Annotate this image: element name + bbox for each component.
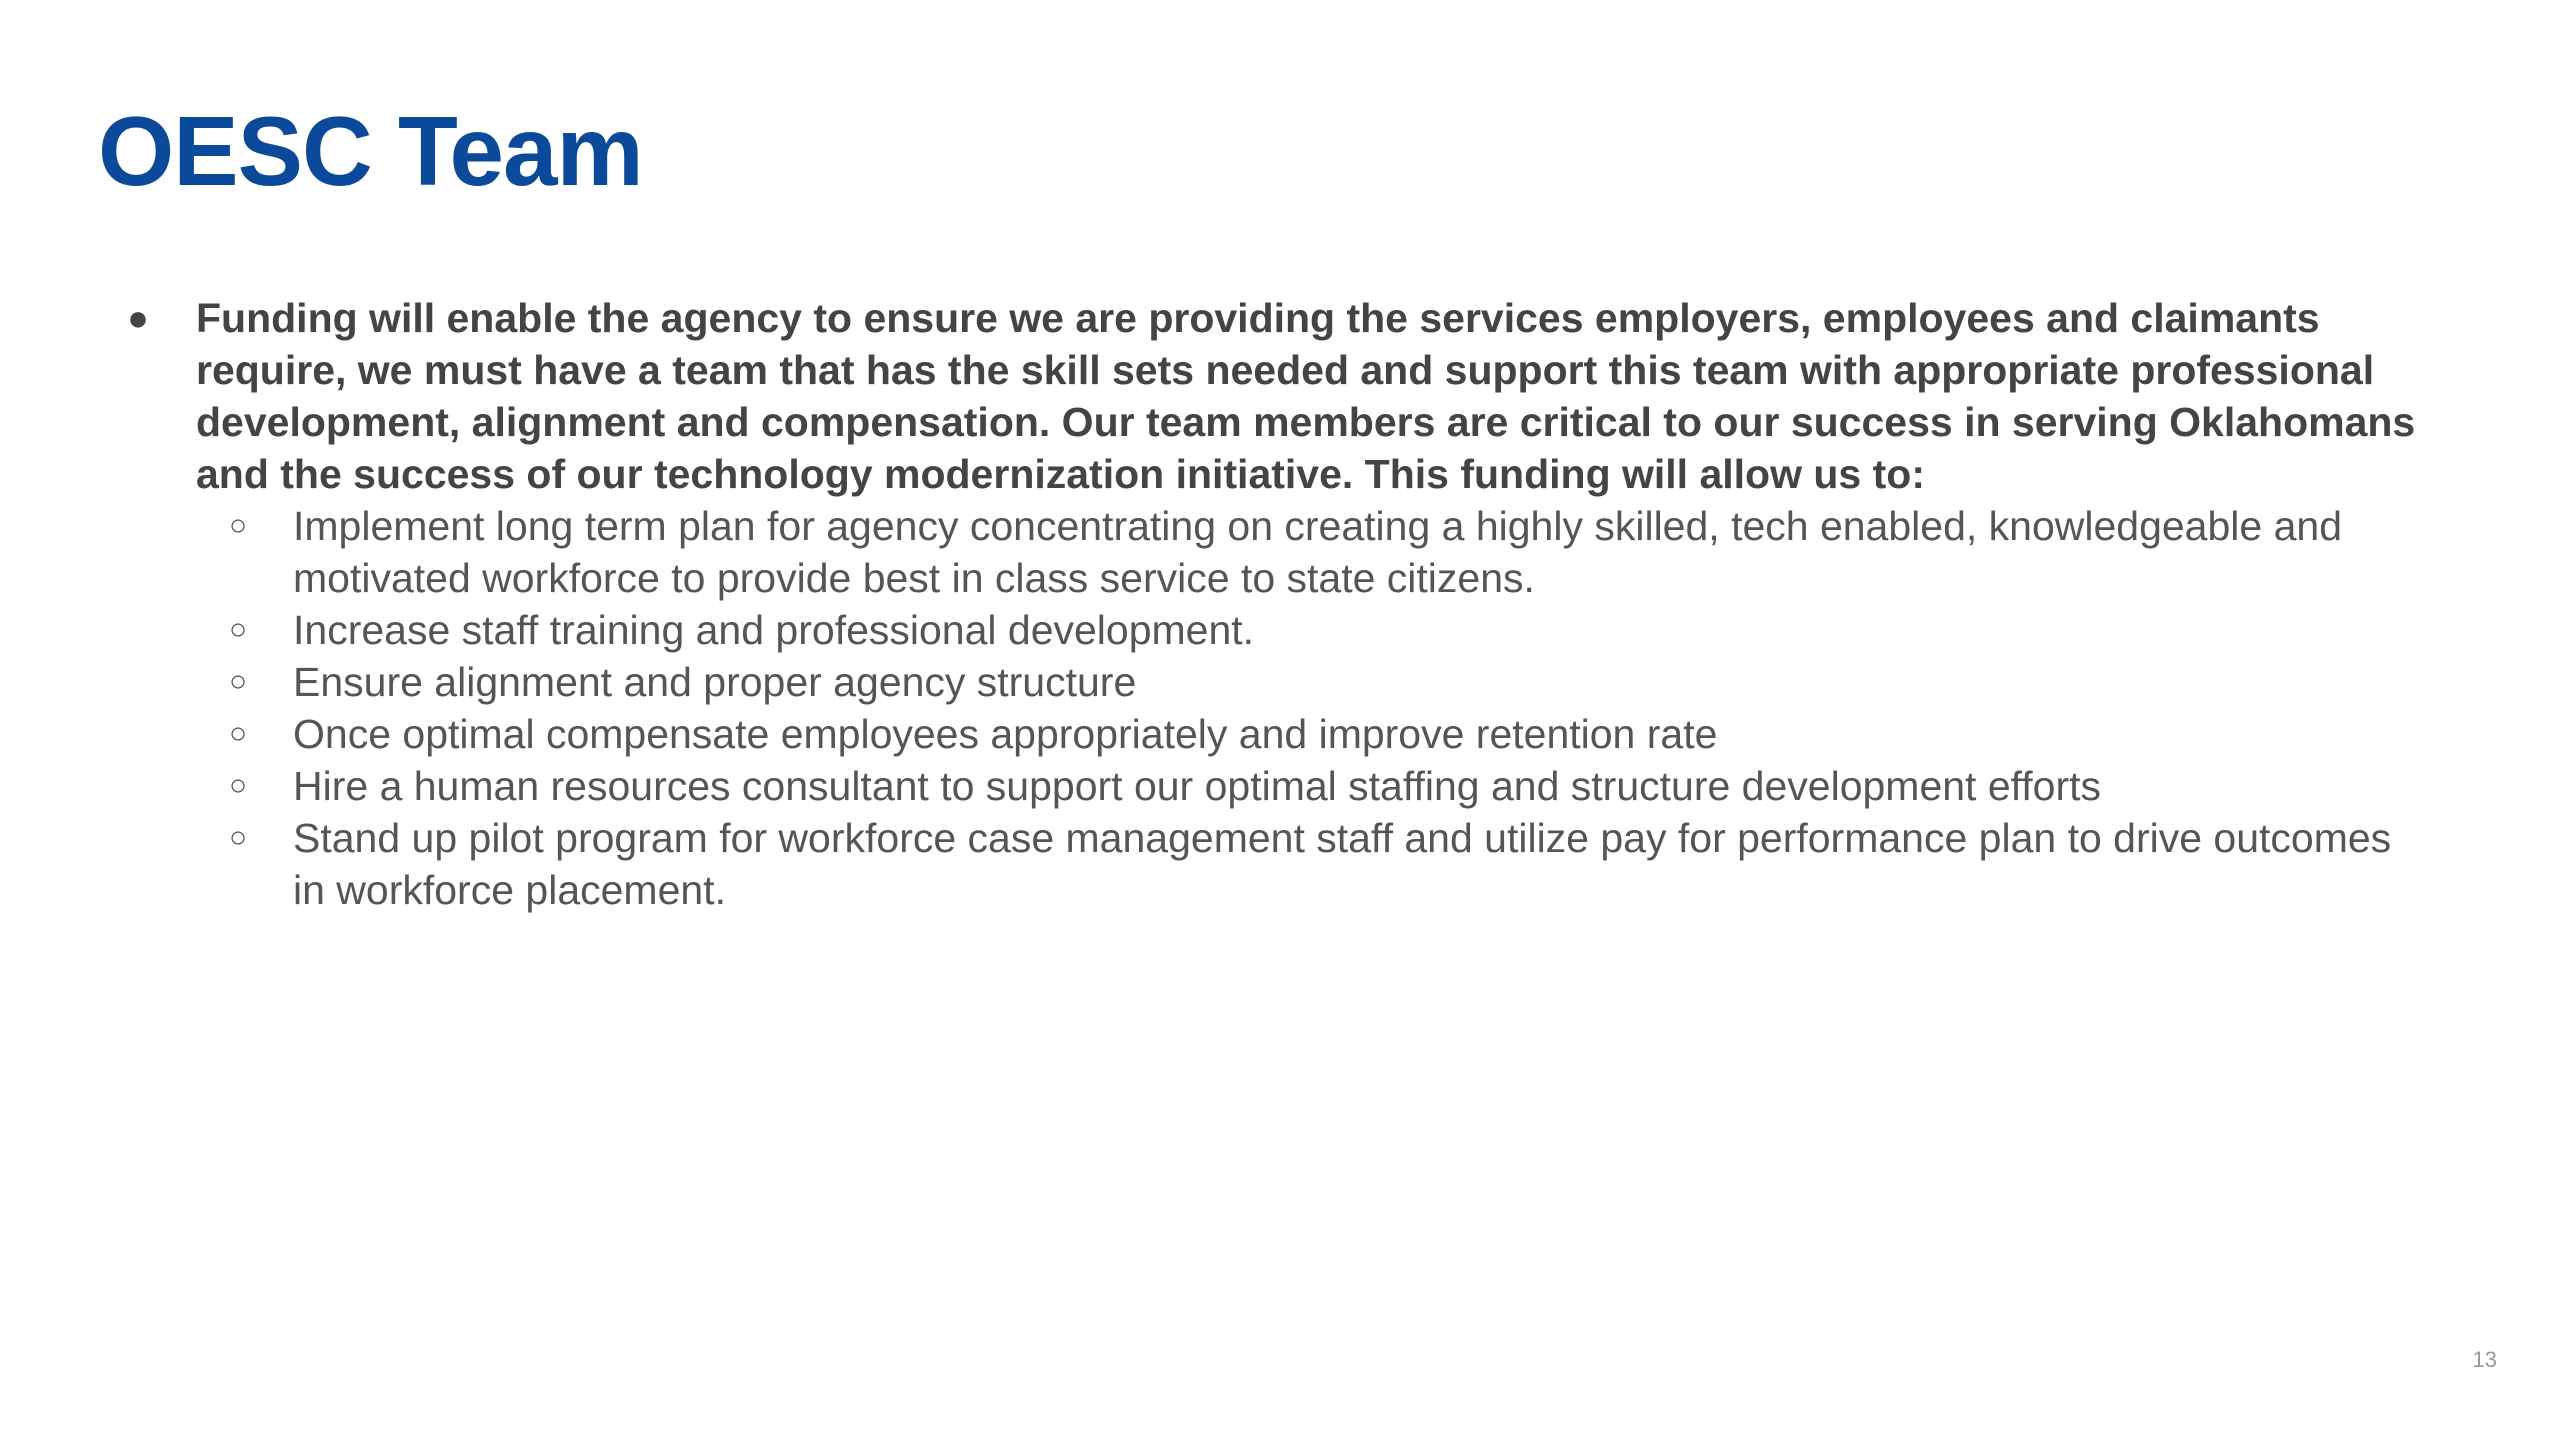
list-item <box>228 656 2418 708</box>
sub-bullet-text: Increase staff training and professional development. <box>293 607 1255 653</box>
hollow-circle-bullet-icon: ○ <box>228 665 248 698</box>
slide-body <box>118 292 2418 916</box>
filled-circle-bullet-icon: ● <box>127 297 149 338</box>
sub-bullet-text: Hire a human resources consultant to support our optimal staffing and structure development efforts <box>293 763 2102 809</box>
slide-title: OESC Team <box>98 96 643 206</box>
main-bullet-text: Funding will enable the agency to ensure we are providing the services employers, employees and claimants require, we must have a team that has the skill sets needed and support this team with appropriate professional development, alignment and compensation. Our team members are critical to our success in serving Oklahomans and the success of our technology modernization initiative. This funding will allow us to: <box>196 295 2416 497</box>
list-item <box>228 604 2418 656</box>
sub-bullet-text: Once optimal compensate employees appropriately and improve retention rate <box>293 711 1718 757</box>
list-item <box>228 708 2418 760</box>
sub-bullet-text: Implement long term plan for agency concentrating on creating a highly skilled, tech enabled, knowledgeable and motivated workforce to provide best in class service to state citizens. <box>293 503 2342 601</box>
list-item <box>228 500 2418 604</box>
hollow-circle-bullet-icon: ○ <box>228 821 248 854</box>
main-bullet <box>118 292 2418 500</box>
hollow-circle-bullet-icon: ○ <box>228 509 248 542</box>
hollow-circle-bullet-icon: ○ <box>228 613 248 646</box>
hollow-circle-bullet-icon: ○ <box>228 769 248 802</box>
sub-bullet-text: Stand up pilot program for workforce case management staff and utilize pay for performance plan to drive outcomes in workforce placement. <box>293 815 2392 913</box>
sub-bullet-text: Ensure alignment and proper agency structure <box>293 659 1137 705</box>
list-item <box>228 760 2418 812</box>
hollow-circle-bullet-icon: ○ <box>228 717 248 750</box>
page-number: 13 <box>2472 1347 2497 1372</box>
sub-bullet-list <box>118 500 2418 916</box>
list-item <box>228 812 2418 916</box>
